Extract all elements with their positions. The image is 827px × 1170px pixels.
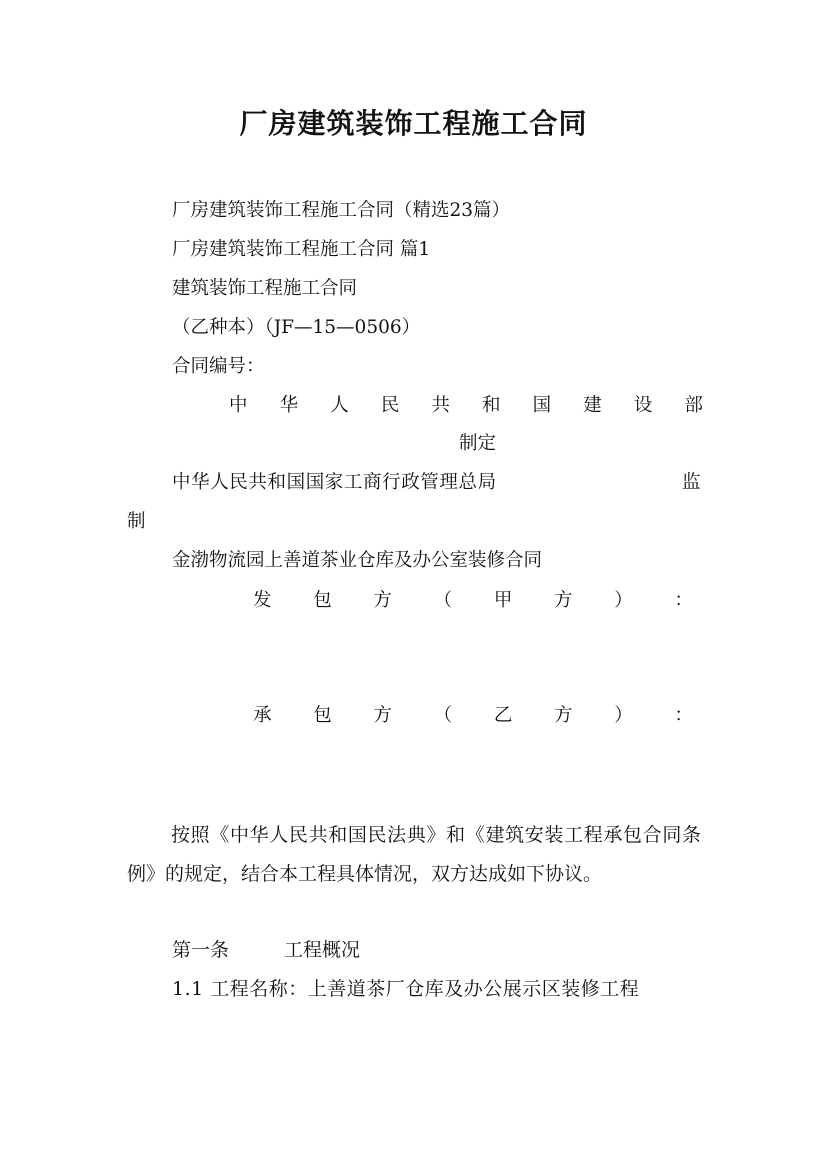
ministry-char: 部 <box>684 395 703 416</box>
ministry-char: 和 <box>482 395 501 416</box>
ministry-char: 人 <box>330 395 349 416</box>
document-title: 厂房建筑装饰工程施工合同 <box>239 107 588 140</box>
ministry-line <box>229 394 703 418</box>
article-1-title: 工程概况 <box>284 939 361 961</box>
party-b-char: 承 <box>253 705 272 726</box>
party-b-char: 包 <box>313 705 332 726</box>
ministry-char: 国 <box>532 395 552 416</box>
ministry-suffix: 制定 <box>459 433 497 454</box>
contract-name: 建筑装饰工程施工合同 <box>172 278 358 299</box>
bureau-line: 中华人民共和国国家工商行政管理总局 <box>172 472 497 493</box>
ministry-char: 建 <box>583 395 602 416</box>
preamble-paragraph: 按照《中华人民共和国民法典》和《建筑安装工程承包合同条例》的规定，结合本工程具体情况，双方达成如下协议。 <box>127 824 701 885</box>
party-b-char: 方 <box>373 705 392 726</box>
party-a-char: 包 <box>313 590 332 611</box>
bureau-wrap-char: 制 <box>127 511 146 532</box>
item-1-1: 1.1 工程名称：上善道茶厂仓库及办公展示区装修工程 <box>172 978 640 1000</box>
party-a-char: 方 <box>373 590 392 611</box>
contract-number-label: 合同编号： <box>172 356 265 377</box>
ministry-char: 民 <box>380 395 400 416</box>
ministry-char: 设 <box>633 395 653 416</box>
article-1-label: 第一条 <box>172 939 230 961</box>
party-a-char: ： <box>674 590 693 611</box>
bureau-right-char: 监 <box>682 472 701 493</box>
ministry-char: 华 <box>279 395 299 416</box>
party-a-line <box>253 589 693 613</box>
party-a-char: 甲 <box>493 590 513 611</box>
party-b-char: 乙 <box>493 705 513 726</box>
article-heading: 厂房建筑装饰工程施工合同 篇1 <box>172 239 431 260</box>
party-b-char: ） <box>614 705 633 726</box>
party-b-char: ： <box>674 705 693 726</box>
project-line: 金渤物流园上善道茶业仓库及办公室装修合同 <box>172 550 543 571</box>
party-b-char: （ <box>433 705 453 726</box>
ministry-char: 共 <box>431 395 450 416</box>
party-a-char: 方 <box>554 590 573 611</box>
ministry-char: 中 <box>229 395 248 416</box>
party-a-char: ） <box>614 590 633 611</box>
party-a-char: 发 <box>253 590 272 611</box>
party-a-char: （ <box>433 590 453 611</box>
contract-edition: （乙种本）（JF—15—0506） <box>172 317 421 338</box>
collection-title: 厂房建筑装饰工程施工合同（精选23篇） <box>172 200 511 221</box>
party-b-char: 方 <box>554 705 573 726</box>
party-b-line <box>253 704 693 728</box>
